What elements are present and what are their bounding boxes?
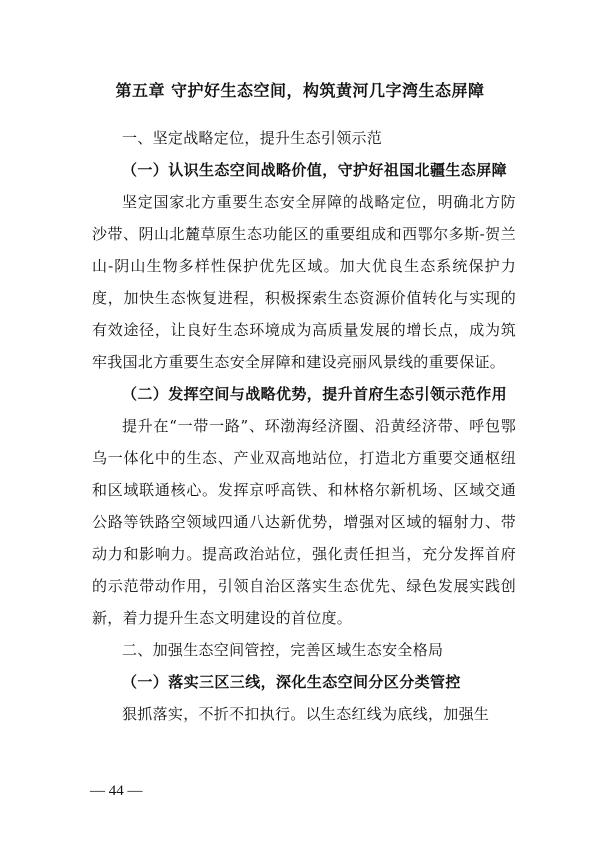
page-number: — 44 — [90,783,143,799]
paragraph-2-1: 狠抓落实，不折不扣执行。以生态红线为底线，加强生 [122,705,490,723]
paragraph-1-2: 提升在“一带一路”、环渤海经济圈、沿黄经济带、呼包鄂乌一体化中的生态、产业双高地站位，打造北方重要交通枢纽和区域联通核心。发挥京呼高铁、和林格尔新机场、区域交通公路等铁路空领域四通八达新优势，增强对区域的辐射力、带动力和影响力。提高政治站位，强化责任担当，充分发挥首府的示范带动作用，引领自治区落实生态优先、绿色发展实践创新，着力提升生态文明建设的首位度。 [92,417,516,627]
section-heading-2: 二、加强生态空间管控，完善区域生态安全格局 [122,641,444,659]
document-body [92,122,516,730]
subsection-heading-1-2: （二）发挥空间与战略优势，提升首府生态引领示范作用 [122,385,508,403]
subsection-heading-1-1: （一）认识生态空间战略价值，守护好祖国北疆生态屏障 [122,161,508,179]
section-heading-1: 一、坚定战略定位，提升生态引领示范 [122,129,383,147]
subsection-heading-2-1: （一）落实三区三线，深化生态空间分区分类管控 [122,673,461,691]
paragraph-1-1: 坚定国家北方重要生态安全屏障的战略定位，明确北方防沙带、阴山北麓草原生态功能区的重要组成和西鄂尔多斯-贺兰山-阴山生物多样性保护优先区域。加大优良生态系统保护力度，加快生态恢复进程，积极探索生态资源价值转化与实现的有效途径，让良好生态环境成为高质量发展的增长点，成为筑牢我国北方重要生态安全屏障和建设亮丽风景线的重要保证。 [92,193,516,371]
chapter-title: 第五章 守护好生态空间，构筑黄河几字湾生态屏障 [115,81,485,100]
